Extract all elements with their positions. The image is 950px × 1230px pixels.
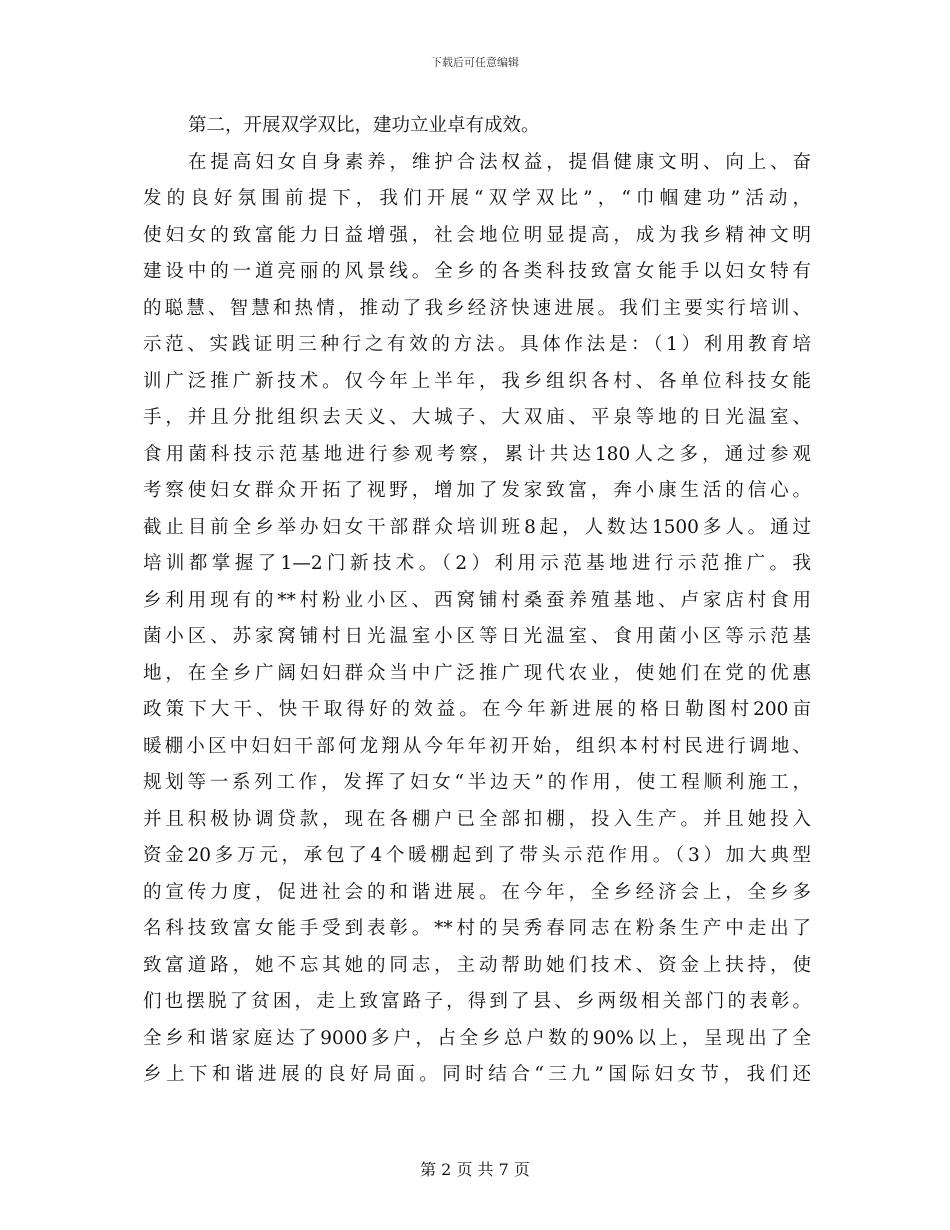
- paragraph-line: 考察使妇女群众开拓了视野，增加了发家致富，奔小康生活的信心。: [143, 480, 811, 501]
- paragraph-line: 全乡和谐家庭达了9000多户，占全乡总户数的90%以上，呈现出了全: [143, 1027, 811, 1049]
- paragraph-line: 使妇女的致富能力日益增强，社会地位明显提高，成为我乡精神文明: [143, 224, 811, 246]
- paragraph-line: 暖棚小区中妇妇干部何龙翔从今年年初开始，组织本村村民进行调地、: [143, 735, 811, 757]
- paragraph-line: 发的良好氛围前提下，我们开展“双学双比”，“巾帼建功”活动，: [143, 188, 811, 209]
- body-text: [143, 108, 811, 1094]
- paragraph-line: 资金20多万元，承包了4个暖棚起到了带头示范作用。（3）加大典型: [143, 845, 811, 866]
- paragraph-line: 的聪慧、智慧和热情，推动了我乡经济快速进展。我们主要实行培训、: [143, 297, 811, 319]
- paragraph-line: 致富道路，她不忘其她的同志，主动帮助她们技术、资金上扶持，使: [143, 954, 811, 976]
- paragraph-line: 乡上下和谐进展的良好局面。同时结合“三九”国际妇女节，我们还: [143, 1064, 811, 1085]
- page-header: 下载后可任意编辑: [431, 56, 519, 69]
- paragraph-line: 规划等一系列工作，发挥了妇女“半边天”的作用，使工程顺利施工，: [143, 772, 811, 793]
- paragraph-line: 训广泛推广新技术。仅今年上半年，我乡组织各村、各单位科技女能: [143, 370, 811, 392]
- section-heading: 第二，开展双学双比，建功立业卓有成效。: [188, 115, 540, 136]
- paragraph-line: 示范、实践证明三种行之有效的方法。具体作法是：（1）利用教育培: [143, 334, 811, 355]
- paragraph-line: 政策下大干、快干取得好的效益。在今年新进展的格日勒图村200亩: [143, 699, 811, 720]
- paragraph-line: 并且积极协调贷款，现在各棚户已全部扣棚，投入生产。并且她投入: [143, 808, 811, 830]
- paragraph-line: 地，在全乡广阔妇妇群众当中广泛推广现代农业，使她们在党的优惠: [143, 662, 811, 684]
- page-number-footer: 第 2 页 共 7 页: [420, 1160, 530, 1179]
- paragraph-line: 培训都掌握了1—2门新技术。（2）利用示范基地进行示范推广。我: [143, 553, 811, 574]
- paragraph-line: 截止目前全乡举办妇女干部群众培训班8起，人数达1500多人。通过: [143, 516, 811, 538]
- paragraph-line: 的宣传力度，促进社会的和谐进展。在今年，全乡经济会上，全乡多: [143, 881, 811, 903]
- paragraph-line: 食用菌科技示范基地进行参观考察，累计共达180人之多，通过参观: [143, 443, 811, 465]
- paragraph-line: 们也摆脱了贫困，走上致富路子，得到了县、乡两级相关部门的表彰。: [143, 991, 811, 1012]
- paragraph-line: 菌小区、苏家窝铺村日光温室小区等日光温室、食用菌小区等示范基: [143, 626, 811, 647]
- paragraph-line: 在提高妇女自身素养，维护合法权益，提倡健康文明、向上、奋: [188, 151, 811, 173]
- paragraph-line: 乡利用现有的**村粉业小区、西窝铺村桑蚕养殖基地、卢家店村食用: [143, 589, 811, 611]
- paragraph-line: 手，并且分批组织去天义、大城子、大双庙、平泉等地的日光温室、: [143, 407, 811, 428]
- paragraph-line: 建设中的一道亮丽的风景线。全乡的各类科技致富女能手以妇女特有: [143, 261, 811, 282]
- paragraph-line: 名科技致富女能手受到表彰。**村的吴秀春同志在粉条生产中走出了: [143, 918, 811, 939]
